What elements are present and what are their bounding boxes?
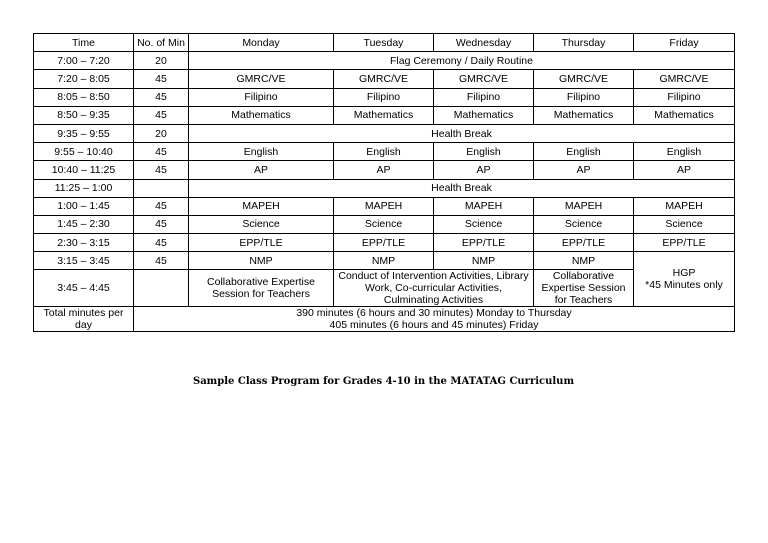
subject-cell-thursday: NMP bbox=[534, 252, 634, 270]
total-weekday: 390 minutes (6 hours and 30 minutes) Monday to Thursday bbox=[296, 307, 572, 320]
table-row bbox=[34, 70, 735, 88]
subject-cell-tuesday: Mathematics bbox=[334, 106, 434, 124]
minutes-cell: 45 bbox=[134, 234, 189, 252]
minutes-cell: 45 bbox=[134, 106, 189, 124]
header-wednesday: Wednesday bbox=[434, 34, 534, 52]
subject-cell-wednesday: GMRC/VE bbox=[434, 70, 534, 88]
subject-cell-monday: GMRC/VE bbox=[189, 70, 334, 88]
subject-cell-thursday: GMRC/VE bbox=[534, 70, 634, 88]
total-row bbox=[34, 307, 735, 332]
minutes-cell: 45 bbox=[134, 215, 189, 233]
minutes-cell: 45 bbox=[134, 88, 189, 106]
time-cell: 1:00 – 1:45 bbox=[34, 197, 134, 215]
subject-cell-friday: EPP/TLE bbox=[634, 234, 735, 252]
thursday-activity-cell: Collaborative Expertise Session for Teachers bbox=[534, 270, 634, 307]
table-row bbox=[34, 252, 735, 270]
subject-cell-wednesday: MAPEH bbox=[434, 197, 534, 215]
time-cell: 8:05 – 8:50 bbox=[34, 88, 134, 106]
friday-hgp-cell bbox=[634, 252, 735, 307]
minutes-cell: 45 bbox=[134, 70, 189, 88]
time-cell: 3:45 – 4:45 bbox=[34, 270, 134, 307]
subject-cell-tuesday: Science bbox=[334, 215, 434, 233]
time-cell: 1:45 – 2:30 bbox=[34, 215, 134, 233]
merged-activity-cell: Health Break bbox=[189, 179, 735, 197]
subject-cell-friday: Filipino bbox=[634, 88, 735, 106]
subject-cell-monday: AP bbox=[189, 161, 334, 179]
time-cell: 9:35 – 9:55 bbox=[34, 124, 134, 142]
table-caption: Sample Class Program for Grades 4-10 in the MATATAG Curriculum bbox=[192, 376, 575, 387]
subject-cell-friday: Mathematics bbox=[634, 106, 735, 124]
subject-cell-wednesday: NMP bbox=[434, 252, 534, 270]
minutes-cell bbox=[134, 179, 189, 197]
time-cell: 9:55 – 10:40 bbox=[34, 143, 134, 161]
minutes-cell: 45 bbox=[134, 161, 189, 179]
subject-cell-monday: Filipino bbox=[189, 88, 334, 106]
subject-cell-monday: NMP bbox=[189, 252, 334, 270]
subject-cell-wednesday: English bbox=[434, 143, 534, 161]
time-cell: 8:50 – 9:35 bbox=[34, 106, 134, 124]
subject-cell-friday: AP bbox=[634, 161, 735, 179]
subject-cell-thursday: Science bbox=[534, 215, 634, 233]
subject-cell-monday: Science bbox=[189, 215, 334, 233]
subject-cell-friday: GMRC/VE bbox=[634, 70, 735, 88]
table-row bbox=[34, 215, 735, 233]
merged-activity-cell: Flag Ceremony / Daily Routine bbox=[189, 52, 735, 70]
minutes-cell: 45 bbox=[134, 197, 189, 215]
header-thursday: Thursday bbox=[534, 34, 634, 52]
table-row bbox=[34, 234, 735, 252]
time-cell: 10:40 – 11:25 bbox=[34, 161, 134, 179]
subject-cell-monday: Mathematics bbox=[189, 106, 334, 124]
subject-cell-friday: MAPEH bbox=[634, 197, 735, 215]
time-cell: 3:15 – 3:45 bbox=[34, 252, 134, 270]
table-row bbox=[34, 88, 735, 106]
tue-wed-activity-cell: Conduct of Intervention Activities, Library Work, Co-curricular Activities, Culminating Activities bbox=[334, 270, 534, 307]
subject-cell-thursday: Mathematics bbox=[534, 106, 634, 124]
table-row bbox=[34, 197, 735, 215]
header-tuesday: Tuesday bbox=[334, 34, 434, 52]
time-cell: 11:25 – 1:00 bbox=[34, 179, 134, 197]
subject-cell-friday: English bbox=[634, 143, 735, 161]
subject-cell-tuesday: GMRC/VE bbox=[334, 70, 434, 88]
subject-cell-wednesday: Science bbox=[434, 215, 534, 233]
friday-hgp-label: HGP bbox=[672, 267, 696, 280]
minutes-cell: 45 bbox=[134, 252, 189, 270]
subject-cell-thursday: EPP/TLE bbox=[534, 234, 634, 252]
subject-cell-wednesday: Filipino bbox=[434, 88, 534, 106]
header-monday: Monday bbox=[189, 34, 334, 52]
table-row bbox=[34, 52, 735, 70]
subject-cell-thursday: AP bbox=[534, 161, 634, 179]
table-row bbox=[34, 124, 735, 142]
time-cell: 7:20 – 8:05 bbox=[34, 70, 134, 88]
subject-cell-wednesday: AP bbox=[434, 161, 534, 179]
table-row bbox=[34, 143, 735, 161]
subject-cell-wednesday: EPP/TLE bbox=[434, 234, 534, 252]
subject-cell-thursday: Filipino bbox=[534, 88, 634, 106]
total-friday: 405 minutes (6 hours and 45 minutes) Friday bbox=[329, 319, 539, 332]
minutes-cell bbox=[134, 270, 189, 307]
header-row bbox=[34, 34, 735, 52]
subject-cell-tuesday: English bbox=[334, 143, 434, 161]
minutes-cell: 20 bbox=[134, 52, 189, 70]
subject-cell-wednesday: Mathematics bbox=[434, 106, 534, 124]
table-row bbox=[34, 179, 735, 197]
friday-hgp-note: *45 Minutes only bbox=[645, 279, 723, 292]
time-cell: 2:30 – 3:15 bbox=[34, 234, 134, 252]
subject-cell-thursday: MAPEH bbox=[534, 197, 634, 215]
table-row bbox=[34, 161, 735, 179]
total-value bbox=[134, 307, 735, 332]
subject-cell-tuesday: NMP bbox=[334, 252, 434, 270]
total-label: Total minutes per day bbox=[34, 307, 134, 332]
subject-cell-thursday: English bbox=[534, 143, 634, 161]
header-time: Time bbox=[34, 34, 134, 52]
monday-activity-cell: Collaborative Expertise Session for Teachers bbox=[189, 270, 334, 307]
merged-activity-cell: Health Break bbox=[189, 124, 735, 142]
subject-cell-tuesday: MAPEH bbox=[334, 197, 434, 215]
header-friday: Friday bbox=[634, 34, 735, 52]
minutes-cell: 20 bbox=[134, 124, 189, 142]
table-row bbox=[34, 106, 735, 124]
subject-cell-tuesday: EPP/TLE bbox=[334, 234, 434, 252]
class-schedule-table bbox=[33, 33, 735, 332]
subject-cell-monday: EPP/TLE bbox=[189, 234, 334, 252]
header-min: No. of Min bbox=[134, 34, 189, 52]
subject-cell-friday: Science bbox=[634, 215, 735, 233]
subject-cell-tuesday: AP bbox=[334, 161, 434, 179]
time-cell: 7:00 – 7:20 bbox=[34, 52, 134, 70]
subject-cell-monday: MAPEH bbox=[189, 197, 334, 215]
minutes-cell: 45 bbox=[134, 143, 189, 161]
subject-cell-monday: English bbox=[189, 143, 334, 161]
table-row-last-slot bbox=[34, 270, 735, 307]
subject-cell-tuesday: Filipino bbox=[334, 88, 434, 106]
